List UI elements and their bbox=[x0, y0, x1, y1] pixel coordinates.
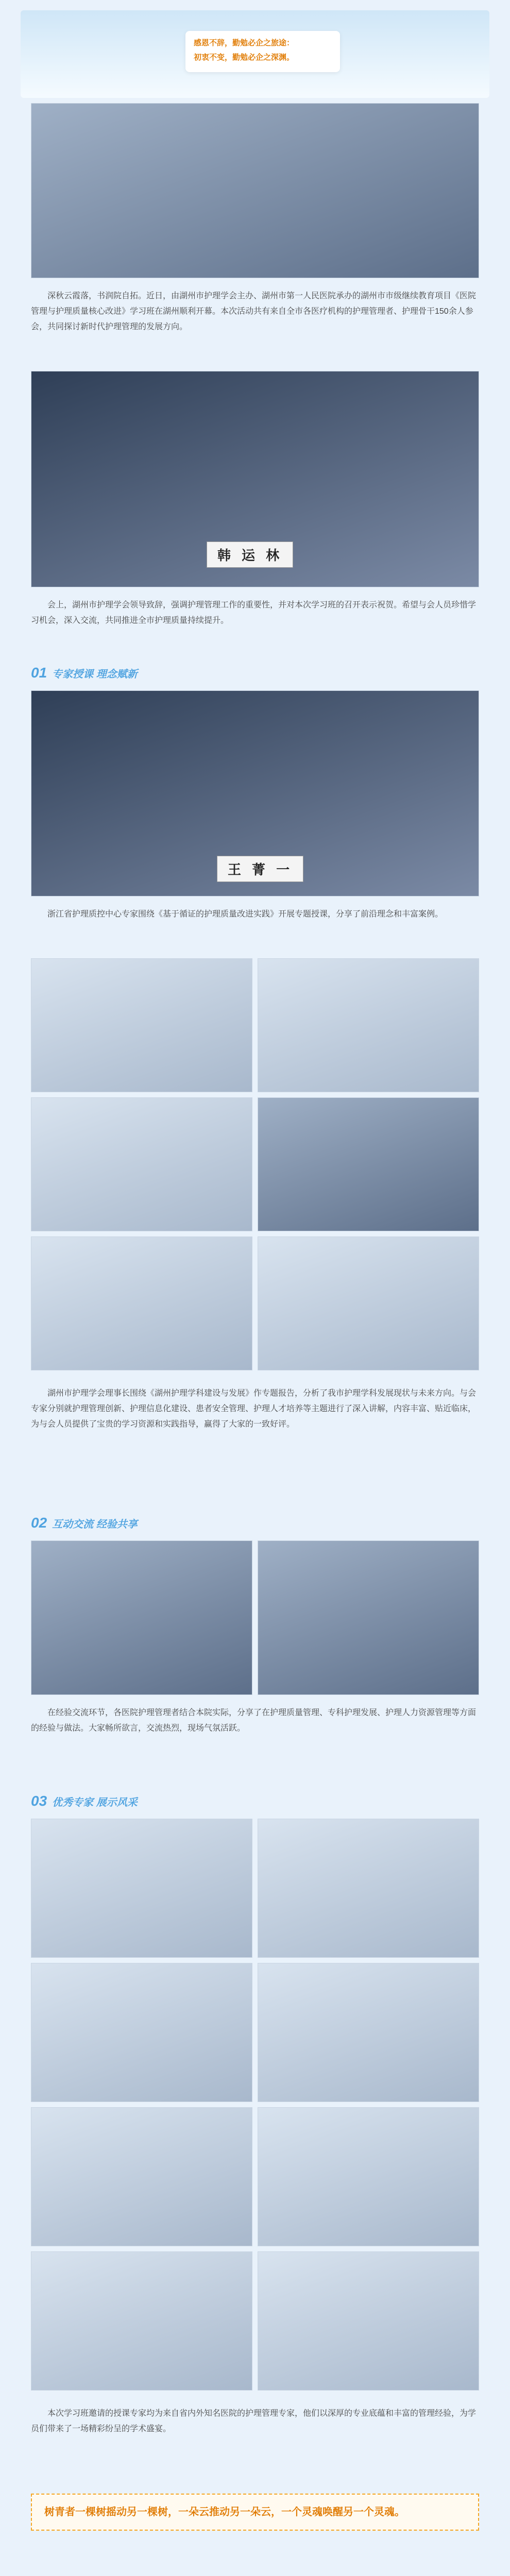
speaker2-nameplate: 王 菁 一 bbox=[217, 856, 303, 882]
section2-number: 02 bbox=[31, 1515, 47, 1531]
section1-label: 专家授课 理念赋新 bbox=[52, 668, 138, 680]
section3-label: 优秀专家 展示风采 bbox=[52, 1797, 138, 1808]
lecture-photo-2 bbox=[258, 958, 479, 1092]
section2-label: 互动交流 经验共享 bbox=[52, 1518, 138, 1530]
section1-title bbox=[31, 665, 138, 681]
expert-photo-8 bbox=[258, 2251, 479, 2391]
lecture-photo-4 bbox=[258, 1097, 479, 1231]
lecture-photo-6 bbox=[258, 1236, 479, 1370]
speaker2-caption: 浙江省护理质控中心专家围绕《基于循证的护理质量改进实践》开展专题授课，分享了前沿理念和丰富案例。 bbox=[47, 910, 444, 919]
section3-number: 03 bbox=[31, 1793, 47, 1809]
intro-paragraph: 深秋云霞落，书润院自拓。近日，由湖州市护理学会主办、湖州市第一人民医院承办的湖州市市级继续教育项目《医院管理与护理质量核心改进》学习班在湖州顺利开幕。本次活动共有来自全市各医疗机构的护理管理者、护理骨干150余人参会，共同探讨新时代护理管理的发展方向。 bbox=[31, 292, 477, 331]
section1-paragraph: 湖州市护理学会理事长围绕《湖州护理学科建设与发展》作专题报告，分析了我市护理学科发展现状与未来方向。与会专家分别就护理管理创新、护理信息化建设、患者安全管理、护理人才培养等主题进行了深入讲解，内容丰富、贴近临床，为与会人员提供了宝贵的学习资源和实践指导，赢得了大家的一致好评。 bbox=[31, 1389, 477, 1429]
expert-photo-5 bbox=[31, 2107, 252, 2246]
expert-photo-7 bbox=[31, 2251, 252, 2391]
expert-photo-2 bbox=[258, 1819, 479, 1958]
exchange-photo-1 bbox=[31, 1540, 252, 1695]
header-banner bbox=[21, 10, 489, 98]
quote-box bbox=[31, 2494, 479, 2531]
expert-photo-4 bbox=[258, 1963, 479, 2102]
section2-paragraph: 在经验交流环节，各医院护理管理者结合本院实际，分享了在护理质量管理、专科护理发展、护理人力资源管理等方面的经验与做法。大家畅所欲言，交流热烈，现场气氛活跃。 bbox=[31, 1708, 477, 1733]
banner-line-1: 感恩不辞，勤勉必企之旅途： bbox=[194, 39, 295, 47]
expert-photo-1 bbox=[31, 1819, 252, 1958]
banner-line-2: 初衷不变，勤勉必企之深渊。 bbox=[194, 53, 295, 62]
lecture-photo-3 bbox=[31, 1097, 252, 1231]
speaker1-caption: 会上，湖州市护理学会领导致辞，强调护理管理工作的重要性，并对本次学习班的召开表示祝贺。希望与会人员珍惜学习机会，深入交流，共同推进全市护理质量持续提升。 bbox=[31, 601, 477, 625]
speaker2-photo bbox=[31, 690, 479, 896]
exchange-photo-2 bbox=[258, 1540, 479, 1695]
banner-card bbox=[185, 31, 340, 72]
section1-number: 01 bbox=[31, 665, 47, 681]
expert-photo-6 bbox=[258, 2107, 479, 2246]
speaker1-photo bbox=[31, 371, 479, 587]
quote-text: 树青者一棵树摇动另一棵树，一朵云推动另一朵云，一个灵魂唤醒另一个灵魂。 bbox=[44, 2506, 405, 2518]
section3-title bbox=[31, 1793, 138, 1809]
section3-paragraph: 本次学习班邀请的授课专家均为来自省内外知名医院的护理管理专家，他们以深厚的专业底蕴和丰富的管理经验，为学员们带来了一场精彩纷呈的学术盛宴。 bbox=[31, 2409, 477, 2433]
lecture-photo-5 bbox=[31, 1236, 252, 1370]
expert-photo-3 bbox=[31, 1963, 252, 2102]
meeting-hall-photo bbox=[31, 103, 479, 278]
section2-title bbox=[31, 1515, 138, 1531]
lecture-photo-1 bbox=[31, 958, 252, 1092]
speaker1-nameplate: 韩 运 林 bbox=[207, 541, 293, 568]
